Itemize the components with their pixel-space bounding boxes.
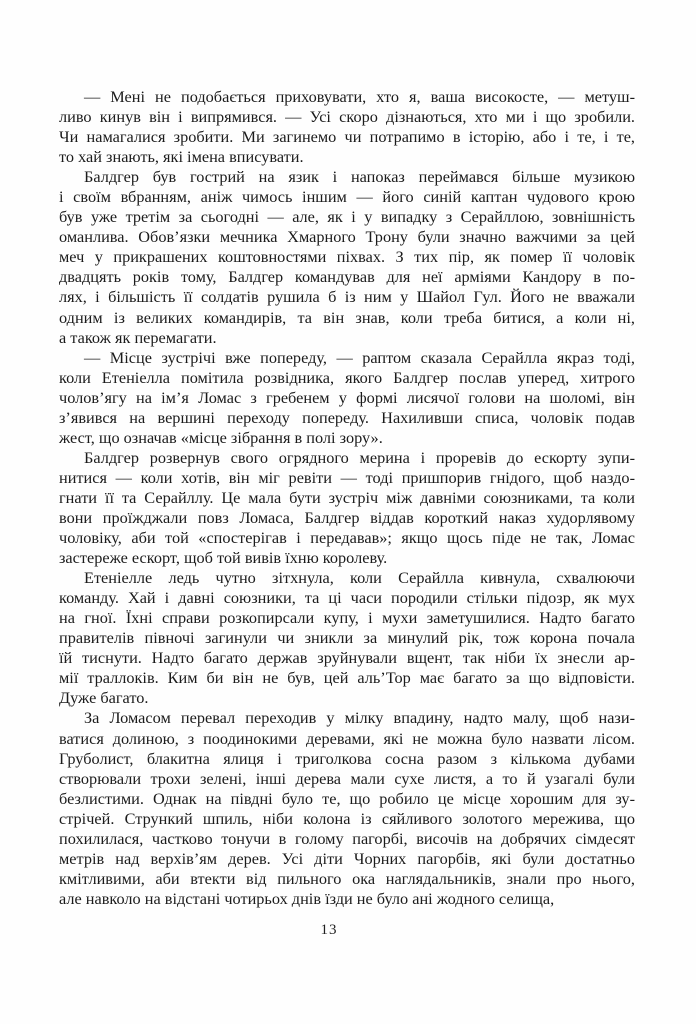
text-line: оманлива. Обов’язки мечника Хмарного Трону були значно важчими за цей: [59, 227, 635, 247]
text-line: а також як перемагати.: [59, 327, 217, 347]
text-block: [59, 87, 635, 909]
paragraph: [59, 167, 635, 347]
text-line: кмітливими, аби втекти від пильного ока наглядальників, знали про нього,: [59, 868, 635, 888]
paragraph: [59, 708, 635, 908]
text-line: ливо кинув він і випрямився. — Усі скоро дізнаються, хто ми і що зробили.: [59, 107, 635, 127]
text-line: їй тиснути. Надто багато держав зруйнували вщент, так ніби їх знесли ар-: [59, 648, 635, 668]
text-line: гнати її та Серайллу. Це мала бути зустріч між давніми союзниками, та коли: [59, 487, 635, 507]
text-line: чоловіку, аби той «спостерігав і передавав»; якщо щось піде не так, Ломас: [59, 528, 635, 548]
text-line: Чи намагалися зробити. Ми загинемо чи потрапимо в історію, або і те, і те,: [59, 127, 635, 147]
paragraph: [59, 568, 635, 708]
text-line: — Мені не подобається приховувати, хто я, ваша високосте, — метуш-: [84, 87, 635, 106]
text-line: одним із великих командирів, та він знав, коли треба битися, а коли ні,: [59, 307, 635, 327]
text-line: Балдгер був гострий на язик і напоказ переймався більше музикою: [84, 167, 635, 187]
text-line: але навколо на відстані чотирьох днів їзди не було ані жодного селища,: [59, 888, 555, 908]
text-line: безлистими. Однак на півдні було те, що робило це місце хорошим для зу-: [59, 788, 635, 808]
paragraph: [59, 87, 635, 167]
text-line: мії траллоків. Ким би він не був, цей аль’Тор має багато за що відповісти.: [59, 668, 635, 688]
text-line: застереже ескорт, щоб той вивів їхню королеву.: [59, 548, 388, 568]
text-line: то хай знають, які імена вписувати.: [59, 147, 304, 167]
text-line: Балдгер розвернув свого огрядного мерина і проревів до ескорту зупи-: [84, 447, 635, 467]
text-line: вони проїжджали повз Ломаса, Балдгер віддав короткий наказ худорлявому: [59, 507, 635, 527]
text-line: похилилася, частково тонучи в голому пагорбі, височів на добрячих сімдесят: [59, 828, 635, 848]
text-line: стрічей. Стрункий шпиль, ніби колона із сяйливого золотого мережива, що: [59, 808, 635, 828]
text-line: Дуже багато.: [59, 688, 149, 708]
text-line: був уже третім за сьогодні — але, як і у випадку з Серайллою, зовнішність: [59, 207, 635, 227]
text-line: команду. Хай і давні союзники, та ці часи породили стільки підозр, як мух: [59, 588, 635, 608]
text-line: Етеніелле ледь чутно зітхнула, коли Серайлла кивнула, схвалюючи: [84, 568, 635, 588]
text-line: коли Етеніелла помітила розвідника, якого Балдгер послав уперед, хитрого: [59, 367, 635, 387]
text-line: на гної. Їхні справи розкопирсали купу, і мухи заметушилися. Надто багато: [59, 608, 635, 628]
text-line: створювали трохи зелені, інші дерева мали сухе листя, а то й узагалі були: [59, 768, 635, 788]
page-number: 13: [320, 922, 338, 938]
paragraph: [59, 448, 635, 568]
text-line: — Місце зустрічі вже попереду, — раптом сказала Серайлла якраз тоді,: [84, 347, 635, 367]
paragraph: [59, 348, 635, 448]
text-line: правителів півночі загинули чи зникли за минулий рік, тож корона почала: [59, 628, 635, 648]
text-line: меч у прикрашених коштовностями піхвах. З тих пір, як помер її чоловік: [59, 247, 635, 267]
text-line: нитися — коли хотів, він міг ревіти — тоді пришпорив гнідого, щоб наздо-: [59, 467, 635, 487]
text-line: двадцять років тому, Балдгер командував для неї арміями Кандору в по-: [59, 267, 635, 287]
text-line: ватися долиною, з поодинокими деревами, які не можна було назвати лісом.: [59, 728, 635, 748]
text-line: жест, що означав «місце зібрання в полі зору».: [59, 427, 383, 447]
text-line: з’явився на вершині переходу попереду. Нахиливши списа, чоловік подав: [59, 407, 635, 427]
text-line: метрів над верхів’ям дерев. Усі діти Чорних пагорбів, які були достатньо: [59, 848, 635, 868]
text-line: Груболист, блакитна ялиця і триголкова сосна разом з кількома дубами: [59, 748, 635, 768]
text-line: лях, і більшість її солдатів рушила б із ним у Шайол Гул. Його не вважали: [59, 287, 635, 307]
text-line: За Ломасом перевал переходив у мілку впадину, надто малу, щоб нази-: [84, 708, 635, 728]
text-line: і своїм вбранням, аніж чимось іншим — його синій каптан чудового крою: [59, 187, 635, 207]
text-line: чолов’ягу на ім’я Ломас з гребенем у формі лисячої голови на шоломі, він: [59, 387, 635, 407]
